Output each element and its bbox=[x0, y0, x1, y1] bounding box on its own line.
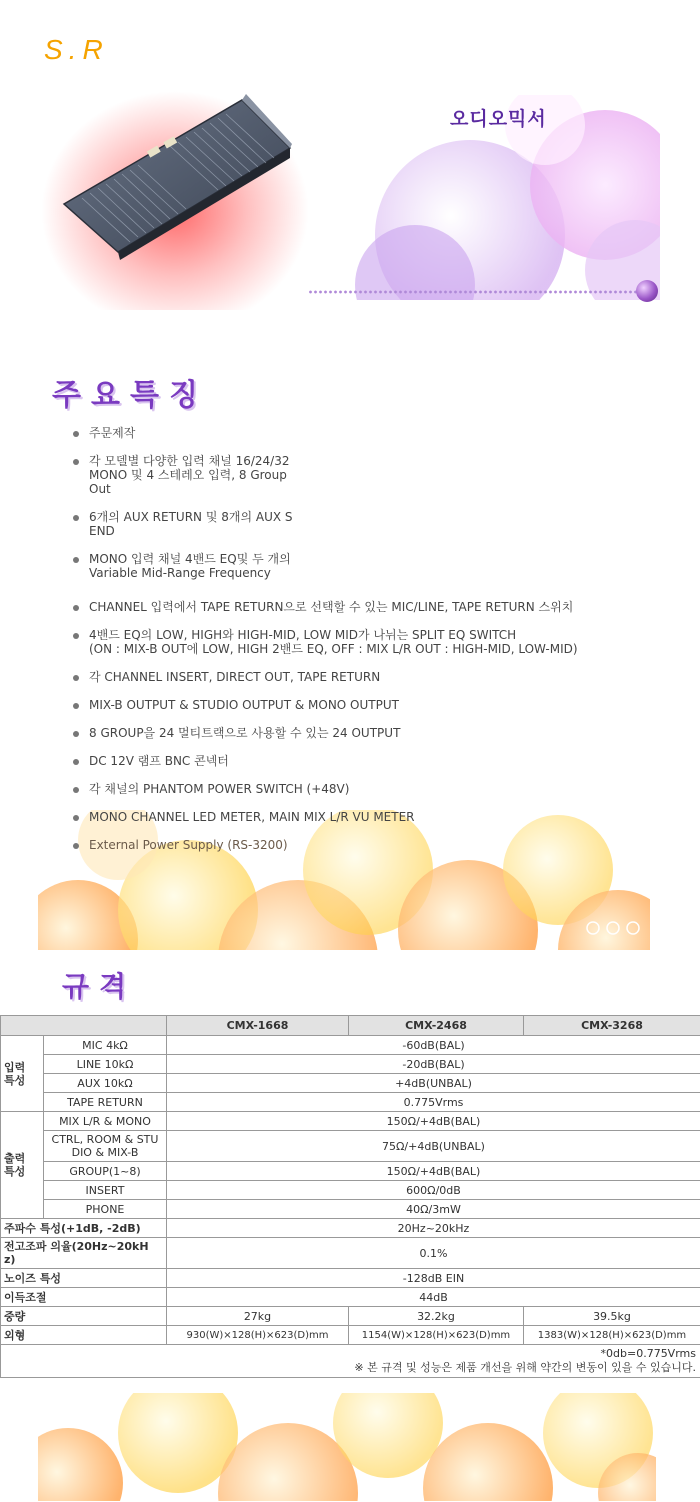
row-value: -20dB(BAL) bbox=[167, 1055, 700, 1074]
feature-item: 각 모델별 다양한 입력 채널 16/24/32 MONO 및 4 스테레오 입력, 8 Group Out bbox=[70, 454, 319, 496]
row-label: 외형 bbox=[1, 1326, 167, 1345]
row-label: 주파수 특성(+1dB, -2dB) bbox=[1, 1219, 167, 1238]
row-value: 0.1% bbox=[167, 1238, 700, 1269]
spec-notes bbox=[1, 1345, 700, 1378]
table-row bbox=[1, 1219, 700, 1238]
table-row bbox=[1, 1074, 700, 1093]
row-label: MIX L/R & MONO bbox=[44, 1112, 167, 1131]
row-label: TAPE RETURN bbox=[44, 1093, 167, 1112]
row-label: GROUP(1~8) bbox=[44, 1162, 167, 1181]
row-value: -60dB(BAL) bbox=[167, 1036, 700, 1055]
table-row bbox=[1, 1200, 700, 1219]
input-group-label: 입력 특성 bbox=[1, 1036, 44, 1112]
row-label: AUX 10kΩ bbox=[44, 1074, 167, 1093]
feature-item: 주문제작 bbox=[70, 426, 629, 440]
brand-logo-text: S.R bbox=[44, 34, 109, 65]
row-value: 1154(W)×128(H)×623(D)mm bbox=[349, 1326, 524, 1345]
feature-item: 각 CHANNEL INSERT, DIRECT OUT, TAPE RETURN bbox=[70, 670, 629, 684]
row-value: 20Hz~20kHz bbox=[167, 1219, 700, 1238]
feature-item: MONO CHANNEL LED METER, MAIN MIX L/R VU METER bbox=[70, 810, 629, 824]
row-value: -128dB EIN bbox=[167, 1269, 700, 1288]
header-blank bbox=[1, 1016, 167, 1036]
row-value: 75Ω/+4dB(UNBAL) bbox=[167, 1131, 700, 1162]
row-label: INSERT bbox=[44, 1181, 167, 1200]
row-value: +4dB(UNBAL) bbox=[167, 1074, 700, 1093]
features-heading: 주요특징 bbox=[52, 378, 208, 413]
row-value: 40Ω/3mW bbox=[167, 1200, 700, 1219]
spec-header-row bbox=[1, 1016, 700, 1036]
feature-item: CHANNEL 입력에서 TAPE RETURN으로 선택할 수 있는 MIC/LINE, TAPE RETURN 스위치 bbox=[70, 600, 629, 614]
feature-item: MONO 입력 채널 4밴드 EQ및 두 개의 Variable Mid-Range Frequency bbox=[70, 552, 319, 580]
feature-item: 각 채널의 PHANTOM POWER SWITCH (+48V) bbox=[70, 782, 629, 796]
table-row bbox=[1, 1162, 700, 1181]
sphere-ornament bbox=[636, 280, 658, 302]
feature-item: DC 12V 램프 BNC 콘넥터 bbox=[70, 754, 629, 768]
feature-item: 8 GROUP을 24 멀티트랙으로 사용할 수 있는 24 OUTPUT bbox=[70, 726, 629, 740]
model-header: CMX-2468 bbox=[349, 1016, 524, 1036]
audio-mixer-image bbox=[60, 92, 292, 262]
row-value: 39.5kg bbox=[524, 1307, 700, 1326]
row-label: PHONE bbox=[44, 1200, 167, 1219]
specs-heading: 규격 bbox=[62, 970, 137, 1003]
output-group-label: 출력 특성 bbox=[1, 1112, 44, 1219]
table-row bbox=[1, 1181, 700, 1200]
row-value: 150Ω/+4dB(BAL) bbox=[167, 1162, 700, 1181]
feature-item: 6개의 AUX RETURN 및 8개의 AUX S END bbox=[70, 510, 319, 538]
note-disclaimer: ※ 본 규격 및 성능은 제품 개선을 위해 약간의 변동이 있을 수 있습니다. bbox=[354, 1361, 696, 1374]
spec-table bbox=[0, 1015, 700, 1378]
model-header: CMX-3268 bbox=[524, 1016, 700, 1036]
table-row bbox=[1, 1269, 700, 1288]
table-row bbox=[1, 1112, 700, 1131]
row-label: 이득조절 bbox=[1, 1288, 167, 1307]
table-row bbox=[1, 1288, 700, 1307]
row-label: CTRL, ROOM & STU DIO & MIX-B bbox=[44, 1131, 167, 1162]
feature-item: MIX-B OUTPUT & STUDIO OUTPUT & MONO OUTPUT bbox=[70, 698, 629, 712]
row-label: LINE 10kΩ bbox=[44, 1055, 167, 1074]
row-value: 930(W)×128(H)×623(D)mm bbox=[167, 1326, 349, 1345]
row-value: 32.2kg bbox=[349, 1307, 524, 1326]
feature-item: External Power Supply (RS-3200) bbox=[70, 838, 629, 852]
dotted-divider bbox=[308, 290, 638, 294]
row-value: 44dB bbox=[167, 1288, 700, 1307]
row-label: 중량 bbox=[1, 1307, 167, 1326]
decorative-bubbles-bottom bbox=[38, 1393, 656, 1501]
decorative-bubbles-top bbox=[38, 810, 650, 950]
table-row bbox=[1, 1093, 700, 1112]
product-title: 오디오믹서 bbox=[450, 108, 547, 130]
table-row bbox=[1, 1131, 700, 1162]
table-row bbox=[1, 1036, 700, 1055]
row-value: 1383(W)×128(H)×623(D)mm bbox=[524, 1326, 700, 1345]
table-row bbox=[1, 1326, 700, 1345]
table-row bbox=[1, 1307, 700, 1326]
table-row bbox=[1, 1055, 700, 1074]
feature-item: 4밴드 EQ의 LOW, HIGH와 HIGH-MID, LOW MID가 나뉘는 SPLIT EQ SWITCH (ON : MIX-B OUT에 LOW, HIGH 2밴드 EQ, OFF : MIX L/R OUT : HIGH-MID, LOW-MID) bbox=[70, 628, 629, 656]
row-value: 600Ω/0dB bbox=[167, 1181, 700, 1200]
row-value: 27kg bbox=[167, 1307, 349, 1326]
row-label: 노이즈 특성 bbox=[1, 1269, 167, 1288]
table-row bbox=[1, 1238, 700, 1269]
row-value: 0.775Vrms bbox=[167, 1093, 700, 1112]
note-reference-level: *0db=0.775Vrms bbox=[600, 1347, 696, 1360]
row-label: 전고조파 의율(20Hz~20kH z) bbox=[1, 1238, 167, 1269]
model-header: CMX-1668 bbox=[167, 1016, 349, 1036]
row-label: MIC 4kΩ bbox=[44, 1036, 167, 1055]
notes-row bbox=[1, 1345, 700, 1378]
row-value: 150Ω/+4dB(BAL) bbox=[167, 1112, 700, 1131]
